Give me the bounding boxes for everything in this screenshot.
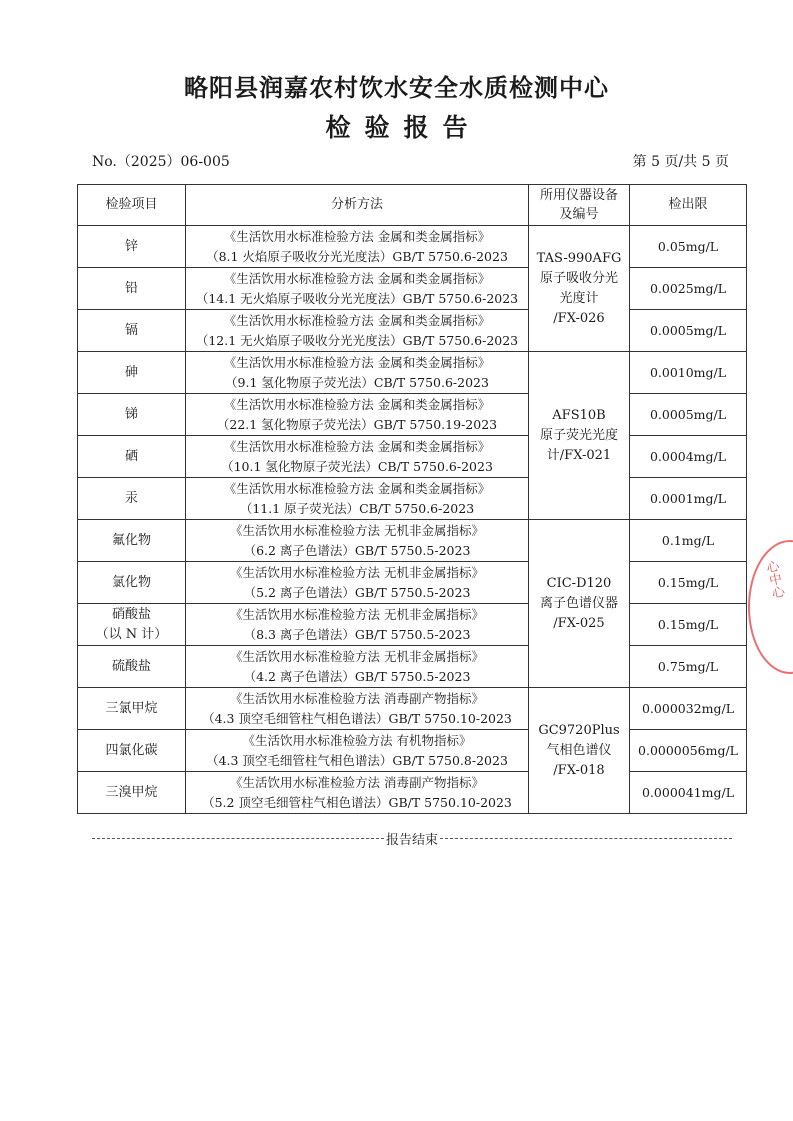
item-name: 砷 xyxy=(124,364,138,380)
item-cell xyxy=(78,226,186,268)
column-header-instrument-line2: 及编号 xyxy=(559,207,599,222)
detection-limit-cell: 0.1mg/L xyxy=(630,520,747,562)
item-name: 四氯化碳 xyxy=(105,742,158,758)
instrument-line: TAS-990AFG xyxy=(536,250,622,266)
item-name: 汞 xyxy=(124,490,138,506)
item-cell xyxy=(78,646,186,688)
item-cell xyxy=(78,352,186,394)
method-cell xyxy=(186,646,529,688)
table-row xyxy=(78,394,747,436)
column-header-instrument xyxy=(529,185,630,226)
method-line: （5.2 顶空毛细管柱气相色谱法）GB/T 5750.10-2023 xyxy=(202,794,512,810)
instrument-line: 气相色谱仪 xyxy=(546,742,612,758)
method-cell xyxy=(186,436,529,478)
item-name: 三氯甲烷 xyxy=(105,700,158,716)
item-name: 硫酸盐 xyxy=(111,658,151,674)
inspection-table xyxy=(77,184,747,814)
instrument-cell xyxy=(529,226,630,352)
method-line: （14.1 无火焰原子吸收分光光度法）GB/T 5750.6-2023 xyxy=(195,290,519,306)
method-line: 《生活饮用水标准检验方法 无机非金属指标》 xyxy=(230,606,484,622)
table-row xyxy=(78,772,747,814)
method-line: （12.1 无火焰原子吸收分光光度法）GB/T 5750.6-2023 xyxy=(195,332,519,348)
detection-limit-cell: 0.0005mg/L xyxy=(630,394,747,436)
report-end-text: 报告结束 xyxy=(386,832,439,848)
method-line: （22.1 氢化物原子荧光法）GB/T 5750.19-2023 xyxy=(216,416,498,432)
method-cell xyxy=(186,730,529,772)
method-cell xyxy=(186,772,529,814)
table-row xyxy=(78,352,747,394)
detection-limit-cell: 0.15mg/L xyxy=(630,562,747,604)
item-name: 铅 xyxy=(124,280,138,296)
instrument-line: 离子色谱仪器 xyxy=(539,595,618,611)
column-header-item: 检验项目 xyxy=(78,185,186,226)
method-line: （9.1 氢化物原子荧光法）CB/T 5750.6-2023 xyxy=(225,374,489,390)
item-cell xyxy=(78,688,186,730)
org-title: 略阳县润嘉农村饮水安全水质检测中心 xyxy=(184,74,609,102)
method-cell xyxy=(186,688,529,730)
method-line: 《生活饮用水标准检验方法 无机非金属指标》 xyxy=(230,648,484,664)
method-line: （6.2 离子色谱法）GB/T 5750.5-2023 xyxy=(243,542,471,558)
item-cell xyxy=(78,478,186,520)
table-row xyxy=(78,730,747,772)
method-line: （5.2 离子色谱法）GB/T 5750.5-2023 xyxy=(243,584,471,600)
method-line: 《生活饮用水标准检验方法 金属和类金属指标》 xyxy=(223,396,491,412)
divider-line-right xyxy=(440,838,732,839)
instrument-line: 光度计 xyxy=(559,290,599,306)
detection-limit-cell: 0.05mg/L xyxy=(630,226,747,268)
method-line: 《生活饮用水标准检验方法 金属和类金属指标》 xyxy=(223,228,491,244)
method-line: （11.1 原子荧光法）CB/T 5750.6-2023 xyxy=(239,500,475,516)
instrument-line: 计/FX-021 xyxy=(546,447,612,463)
item-cell xyxy=(78,520,186,562)
method-line: 《生活饮用水标准检验方法 消毒副产物指标》 xyxy=(230,774,484,790)
method-cell xyxy=(186,520,529,562)
item-name: 锌 xyxy=(124,238,138,254)
detection-limit-cell: 0.15mg/L xyxy=(630,604,747,646)
column-header-instrument-line1: 所用仪器设备 xyxy=(539,188,618,203)
column-header-limit: 检出限 xyxy=(630,185,747,226)
table-row xyxy=(78,478,747,520)
method-line: 《生活饮用水标准检验方法 金属和类金属指标》 xyxy=(223,270,491,286)
method-line: 《生活饮用水标准检验方法 无机非金属指标》 xyxy=(230,564,484,580)
item-cell xyxy=(78,436,186,478)
instrument-line: /FX-025 xyxy=(553,615,605,631)
item-cell xyxy=(78,772,186,814)
method-line: （8.1 火焰原子吸收分光光度法）GB/T 5750.6-2023 xyxy=(206,248,508,264)
report-title: 检验报告 xyxy=(325,113,482,142)
divider-line-left xyxy=(92,838,384,839)
item-name: 镉 xyxy=(124,322,138,338)
item-name: 氟化物 xyxy=(111,532,151,548)
instrument-cell xyxy=(529,688,630,814)
instrument-line: CIC-D120 xyxy=(546,575,612,591)
item-name: 硒 xyxy=(124,448,138,464)
instrument-line: /FX-026 xyxy=(553,310,605,326)
detection-limit-cell: 0.000041mg/L xyxy=(630,772,747,814)
detection-limit-cell: 0.0000056mg/L xyxy=(630,730,747,772)
instrument-line: AFS10B xyxy=(552,407,606,423)
report-end-divider xyxy=(92,830,732,846)
table-row xyxy=(78,646,747,688)
method-cell xyxy=(186,310,529,352)
item-cell xyxy=(78,604,186,646)
detection-limit-cell: 0.0001mg/L xyxy=(630,478,747,520)
item-name: （以 N 计） xyxy=(95,626,168,642)
method-cell xyxy=(186,604,529,646)
method-line: 《生活饮用水标准检验方法 金属和类金属指标》 xyxy=(223,354,491,370)
item-cell xyxy=(78,562,186,604)
method-cell xyxy=(186,268,529,310)
method-line: 《生活饮用水标准检验方法 无机非金属指标》 xyxy=(230,522,484,538)
method-cell xyxy=(186,394,529,436)
table-row xyxy=(78,604,747,646)
item-name: 锑 xyxy=(124,406,138,422)
instrument-line: /FX-018 xyxy=(553,762,605,778)
method-line: （4.2 离子色谱法）GB/T 5750.5-2023 xyxy=(243,668,471,684)
item-cell xyxy=(78,730,186,772)
method-cell xyxy=(186,562,529,604)
seal-stamp-text: 心中心 xyxy=(762,558,785,601)
instrument-cell xyxy=(529,352,630,520)
item-cell xyxy=(78,310,186,352)
method-line: （10.1 氢化物原子荧光法）CB/T 5750.6-2023 xyxy=(221,458,493,474)
method-line: 《生活饮用水标准检验方法 金属和类金属指标》 xyxy=(223,480,491,496)
table-row xyxy=(78,268,747,310)
instrument-line: 原子荧光光度 xyxy=(539,427,618,443)
table-row xyxy=(78,562,747,604)
method-line: 《生活饮用水标准检验方法 金属和类金属指标》 xyxy=(223,438,491,454)
method-line: 《生活饮用水标准检验方法 消毒副产物指标》 xyxy=(230,690,484,706)
instrument-cell xyxy=(529,520,630,688)
item-cell xyxy=(78,394,186,436)
table-header-row xyxy=(78,185,747,226)
column-header-method: 分析方法 xyxy=(186,185,529,226)
item-name: 氯化物 xyxy=(111,574,151,590)
detection-limit-cell: 0.0025mg/L xyxy=(630,268,747,310)
detection-limit-cell: 0.0010mg/L xyxy=(630,352,747,394)
table-row xyxy=(78,310,747,352)
method-cell xyxy=(186,478,529,520)
detection-limit-cell: 0.75mg/L xyxy=(630,646,747,688)
document-number: No.（2025）06-005 xyxy=(92,154,230,170)
instrument-line: GC9720Plus xyxy=(538,722,620,738)
method-cell xyxy=(186,352,529,394)
table-row xyxy=(78,688,747,730)
table-row xyxy=(78,520,747,562)
method-line: （4.3 顶空毛细管柱气相色谱法）GB/T 5750.8-2023 xyxy=(206,752,508,768)
detection-limit-cell: 0.000032mg/L xyxy=(630,688,747,730)
method-cell xyxy=(186,226,529,268)
item-name: 三溴甲烷 xyxy=(105,784,158,800)
method-line: （8.3 离子色谱法）GB/T 5750.5-2023 xyxy=(243,626,471,642)
detection-limit-cell: 0.0005mg/L xyxy=(630,310,747,352)
method-line: 《生活饮用水标准检验方法 金属和类金属指标》 xyxy=(223,312,491,328)
item-cell xyxy=(78,268,186,310)
instrument-line: 原子吸收分光 xyxy=(539,270,618,286)
table-row xyxy=(78,436,747,478)
item-name: 硝酸盐 xyxy=(111,606,151,622)
method-line: 《生活饮用水标准检验方法 有机物指标》 xyxy=(242,732,472,748)
table-row xyxy=(78,226,747,268)
detection-limit-cell: 0.0004mg/L xyxy=(630,436,747,478)
page-number: 第 5 页/共 5 页 xyxy=(632,154,729,170)
method-line: （4.3 顶空毛细管柱气相色谱法）GB/T 5750.10-2023 xyxy=(202,710,512,726)
